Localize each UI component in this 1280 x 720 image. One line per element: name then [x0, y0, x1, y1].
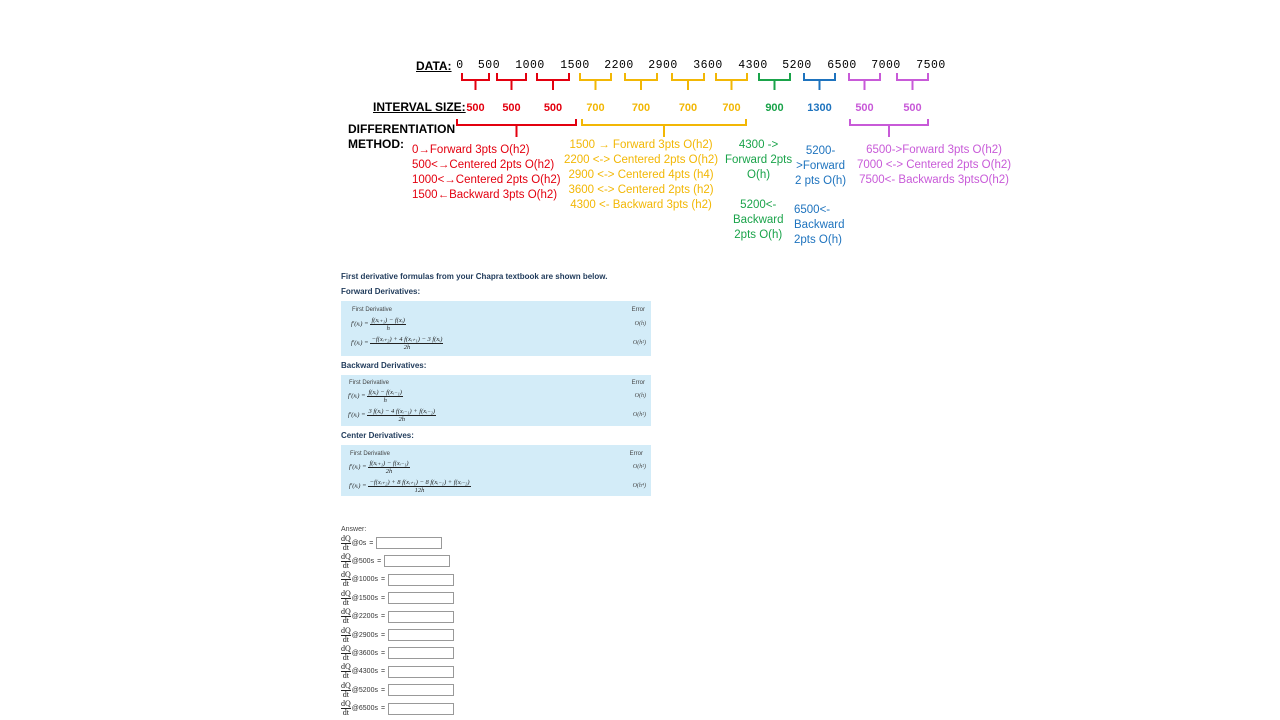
answer-input[interactable]: [388, 574, 454, 586]
interval-value: 700: [631, 102, 651, 114]
interval-bracket: [497, 73, 526, 90]
formula-row: [351, 316, 408, 332]
derivative-denominator: dt: [342, 597, 349, 607]
formula-fraction: [367, 407, 436, 423]
interval-value: 500: [543, 102, 563, 114]
answer-row: [341, 644, 454, 662]
data-value: 0: [456, 59, 464, 72]
interval-bracket: [804, 73, 835, 90]
formula-numerator: 3 f(xᵢ) − 4 f(xᵢ₋₁) + f(xᵢ₋₂): [368, 408, 436, 415]
interval-bracket: [625, 73, 657, 90]
answer-row: [341, 663, 454, 681]
derivative-numerator: dQ: [341, 662, 351, 672]
formula-fraction: [370, 316, 405, 332]
answer-input[interactable]: [388, 611, 454, 623]
derivative-denominator: dt: [342, 579, 349, 589]
method-green-2: 5200<- Backward 2pts O(h): [733, 199, 784, 241]
data-value: 7500: [916, 59, 946, 72]
derivative-denominator: dt: [342, 652, 349, 662]
data-value: 500: [477, 59, 501, 72]
col-error: Error: [631, 380, 645, 386]
derivative-numerator: dQ: [341, 625, 351, 635]
derivative-denominator: dt: [342, 708, 349, 718]
answer-row: [341, 571, 454, 589]
answer-time-label: @0s: [351, 539, 367, 547]
equals-sign: =: [380, 613, 386, 621]
col-error: Error: [631, 307, 645, 313]
derivative-numerator: dQ: [341, 607, 351, 617]
formula-fraction: [367, 388, 402, 404]
formula-error: O(h²): [632, 464, 646, 470]
col-first-derivative: First Derivative: [352, 307, 393, 313]
equals-sign: =: [380, 668, 386, 676]
method-bracket-purple: [850, 119, 928, 137]
formula-numerator: −f(xᵢ₊₂) + 8 f(xᵢ₊₁) − 8 f(xᵢ₋₁) + f(xᵢ₋₂): [369, 479, 470, 486]
equals-sign: =: [380, 631, 386, 639]
method-red: 0→Forward 3pts O(h2) 500<→Centered 2pts O(h2) 1000<→Centered 2pts O(h2) 1500←Backward 3pts O(h2): [412, 144, 561, 201]
method-bracket-orange: [582, 119, 746, 137]
derivative-denominator: dt: [342, 671, 349, 681]
formula-row: [348, 407, 438, 423]
derivative-symbol: [341, 571, 351, 588]
equals-sign: =: [380, 686, 386, 694]
answer-time-label: @2900s: [351, 631, 378, 639]
interval-bracket: [580, 73, 611, 90]
data-value: 4300: [738, 59, 768, 72]
formula-error: O(h): [634, 393, 646, 399]
data-value: 2900: [648, 59, 678, 72]
data-value: 1500: [560, 59, 590, 72]
formula-row: [349, 478, 473, 494]
formula-denominator: 2h: [385, 468, 393, 475]
interval-bracket: [716, 73, 747, 90]
derivative-symbol: [341, 535, 351, 552]
formula-fraction: [370, 335, 443, 351]
method-blue-2: 6500<- Backward 2pts O(h): [794, 204, 845, 246]
formula-denominator: h: [383, 397, 387, 404]
answer-time-label: @6500s: [351, 705, 378, 713]
answer-input[interactable]: [388, 592, 454, 604]
data-value: 1000: [515, 59, 545, 72]
data-value: 3600: [693, 59, 723, 72]
derivative-symbol: [341, 553, 351, 570]
answer-time-label: @4300s: [351, 668, 378, 676]
formula-error: O(h²): [632, 412, 646, 418]
formula-lhs: f′(xᵢ) =: [349, 463, 367, 471]
derivative-numerator: dQ: [341, 551, 351, 561]
formula-error: O(h²): [632, 340, 646, 346]
formula-row: [351, 335, 445, 351]
formula-numerator: f(xᵢ₊₁) − f(xᵢ): [371, 317, 405, 324]
derivative-denominator: dt: [342, 560, 349, 570]
derivative-numerator: dQ: [341, 680, 351, 690]
formula-numerator: f(xᵢ₊₁) − f(xᵢ₋₁): [369, 460, 409, 467]
backward-formula-box: [341, 375, 651, 426]
answer-input[interactable]: [388, 629, 454, 641]
derivative-symbol: [341, 663, 351, 680]
answer-row: [341, 626, 454, 644]
method-label-2: METHOD:: [348, 137, 404, 151]
interval-bracket: [849, 73, 880, 90]
data-value: 5200: [782, 59, 812, 72]
big-brackets: [457, 119, 928, 137]
data-label: DATA:: [416, 59, 452, 73]
derivative-denominator: dt: [342, 542, 349, 552]
answer-time-label: @1000s: [351, 576, 378, 584]
answer-input[interactable]: [388, 703, 454, 715]
derivative-symbol: [341, 682, 351, 699]
formula-lhs: f′(xᵢ) =: [348, 392, 366, 400]
method-bracket-red: [457, 119, 576, 137]
formula-denominator: h: [386, 325, 390, 332]
answer-input[interactable]: [388, 666, 454, 678]
forward-heading: Forward Derivatives:: [341, 287, 421, 296]
answer-row: [341, 608, 454, 626]
interval-bracket: [759, 73, 790, 90]
answer-row: [341, 552, 450, 570]
formula-error: O(h⁴): [632, 483, 646, 489]
formula-row: [349, 459, 412, 475]
formula-lhs: f′(xᵢ) =: [348, 411, 366, 419]
interval-value: 700: [678, 102, 698, 114]
equals-sign: =: [380, 705, 386, 713]
interval-bracket: [537, 73, 569, 90]
method-purple: 6500->Forward 3pts O(h2) 7000 <-> Centered 2pts O(h2) 7500<- Backwards 3ptsO(h2): [857, 144, 1012, 186]
small-brackets: [462, 73, 928, 90]
formula-denominator: 2h: [398, 416, 406, 423]
interval-value: 500: [855, 102, 874, 114]
answer-label: Answer:: [341, 526, 367, 533]
formula-lhs: f′(xᵢ) =: [349, 482, 367, 490]
interval-bracket: [462, 73, 489, 90]
backward-heading: Backward Derivatives:: [341, 361, 427, 370]
data-value: 6500: [827, 59, 857, 72]
center-heading: Center Derivatives:: [341, 431, 414, 440]
derivative-symbol: [341, 608, 351, 625]
answer-row: [341, 534, 442, 552]
answer-time-label: @5200s: [351, 686, 378, 694]
formula-numerator: f(xᵢ) − f(xᵢ₋₁): [368, 389, 402, 396]
answer-input[interactable]: [376, 537, 442, 549]
interval-value: 1300: [807, 102, 832, 114]
interval-value: 900: [765, 102, 784, 114]
answer-input[interactable]: [388, 647, 454, 659]
equals-sign: =: [380, 594, 386, 602]
derivative-numerator: dQ: [341, 570, 351, 580]
derivative-numerator: dQ: [341, 643, 351, 653]
equals-sign: =: [380, 649, 386, 657]
method-label-1: DIFFERENTIATION: [348, 122, 456, 136]
interval-value: 500: [502, 102, 521, 114]
equals-sign: =: [380, 576, 386, 584]
answer-row: [341, 700, 454, 718]
center-formula-box: [341, 445, 651, 496]
formula-fraction: [368, 478, 470, 494]
formulas-intro: First derivative formulas from your Chapra textbook are shown below.: [341, 272, 608, 281]
derivative-numerator: dQ: [341, 588, 351, 598]
derivative-denominator: dt: [342, 634, 349, 644]
col-first-derivative: First Derivative: [350, 451, 391, 457]
answer-row: [341, 589, 454, 607]
formula-fraction: [368, 459, 409, 475]
derivative-denominator: dt: [342, 616, 349, 626]
answer-time-label: @1500s: [351, 594, 378, 602]
equals-sign: =: [377, 557, 382, 565]
formula-error: O(h): [634, 321, 646, 327]
interval-bracket: [897, 73, 928, 90]
equals-sign: =: [369, 539, 374, 547]
interval-bracket: [672, 73, 704, 90]
interval-value: 500: [466, 102, 485, 114]
answer-time-label: @3600s: [351, 649, 378, 657]
data-value: 7000: [871, 59, 901, 72]
col-first-derivative: First Derivative: [349, 380, 390, 386]
answer-time-label: @2200s: [351, 613, 378, 621]
answer-input[interactable]: [384, 555, 450, 567]
derivative-symbol: [341, 645, 351, 662]
interval-value: 700: [722, 102, 741, 114]
answer-input[interactable]: [388, 684, 454, 696]
interval-value: 700: [586, 102, 605, 114]
derivative-numerator: dQ: [341, 533, 351, 543]
answer-row: [341, 681, 454, 699]
derivative-symbol: [341, 627, 351, 644]
derivative-symbol: [341, 700, 351, 717]
forward-formula-box: [341, 301, 651, 356]
formula-denominator: 2h: [403, 344, 411, 351]
method-orange: 1500 → Forward 3pts O(h2) 2200 <-> Centered 2pts O(h2) 2900 <-> Centered 4pts (h4) 3600 <-> Centered 2pts (h2) 4300 <- Backward 3pts (h2): [564, 139, 719, 211]
derivative-symbol: [341, 590, 351, 607]
answer-time-label: @500s: [351, 557, 375, 565]
method-blue-1: 5200- >Forward 2 pts O(h): [795, 145, 847, 187]
formula-numerator: −f(xᵢ₊₂) + 4 f(xᵢ₊₁) − 3 f(xᵢ): [371, 336, 443, 343]
formula-denominator: 12h: [414, 487, 425, 494]
formula-lhs: f′(xᵢ) =: [351, 320, 369, 328]
formula-lhs: f′(xᵢ) =: [351, 339, 369, 347]
formula-row: [348, 388, 405, 404]
interval-value: 500: [903, 102, 922, 114]
col-error: Error: [629, 451, 643, 457]
derivative-denominator: dt: [342, 689, 349, 699]
interval-label: INTERVAL SIZE:: [373, 100, 466, 114]
method-green-1: 4300 -> Forward 2pts O(h): [725, 139, 793, 181]
data-value: 2200: [604, 59, 634, 72]
derivative-numerator: dQ: [341, 699, 351, 709]
